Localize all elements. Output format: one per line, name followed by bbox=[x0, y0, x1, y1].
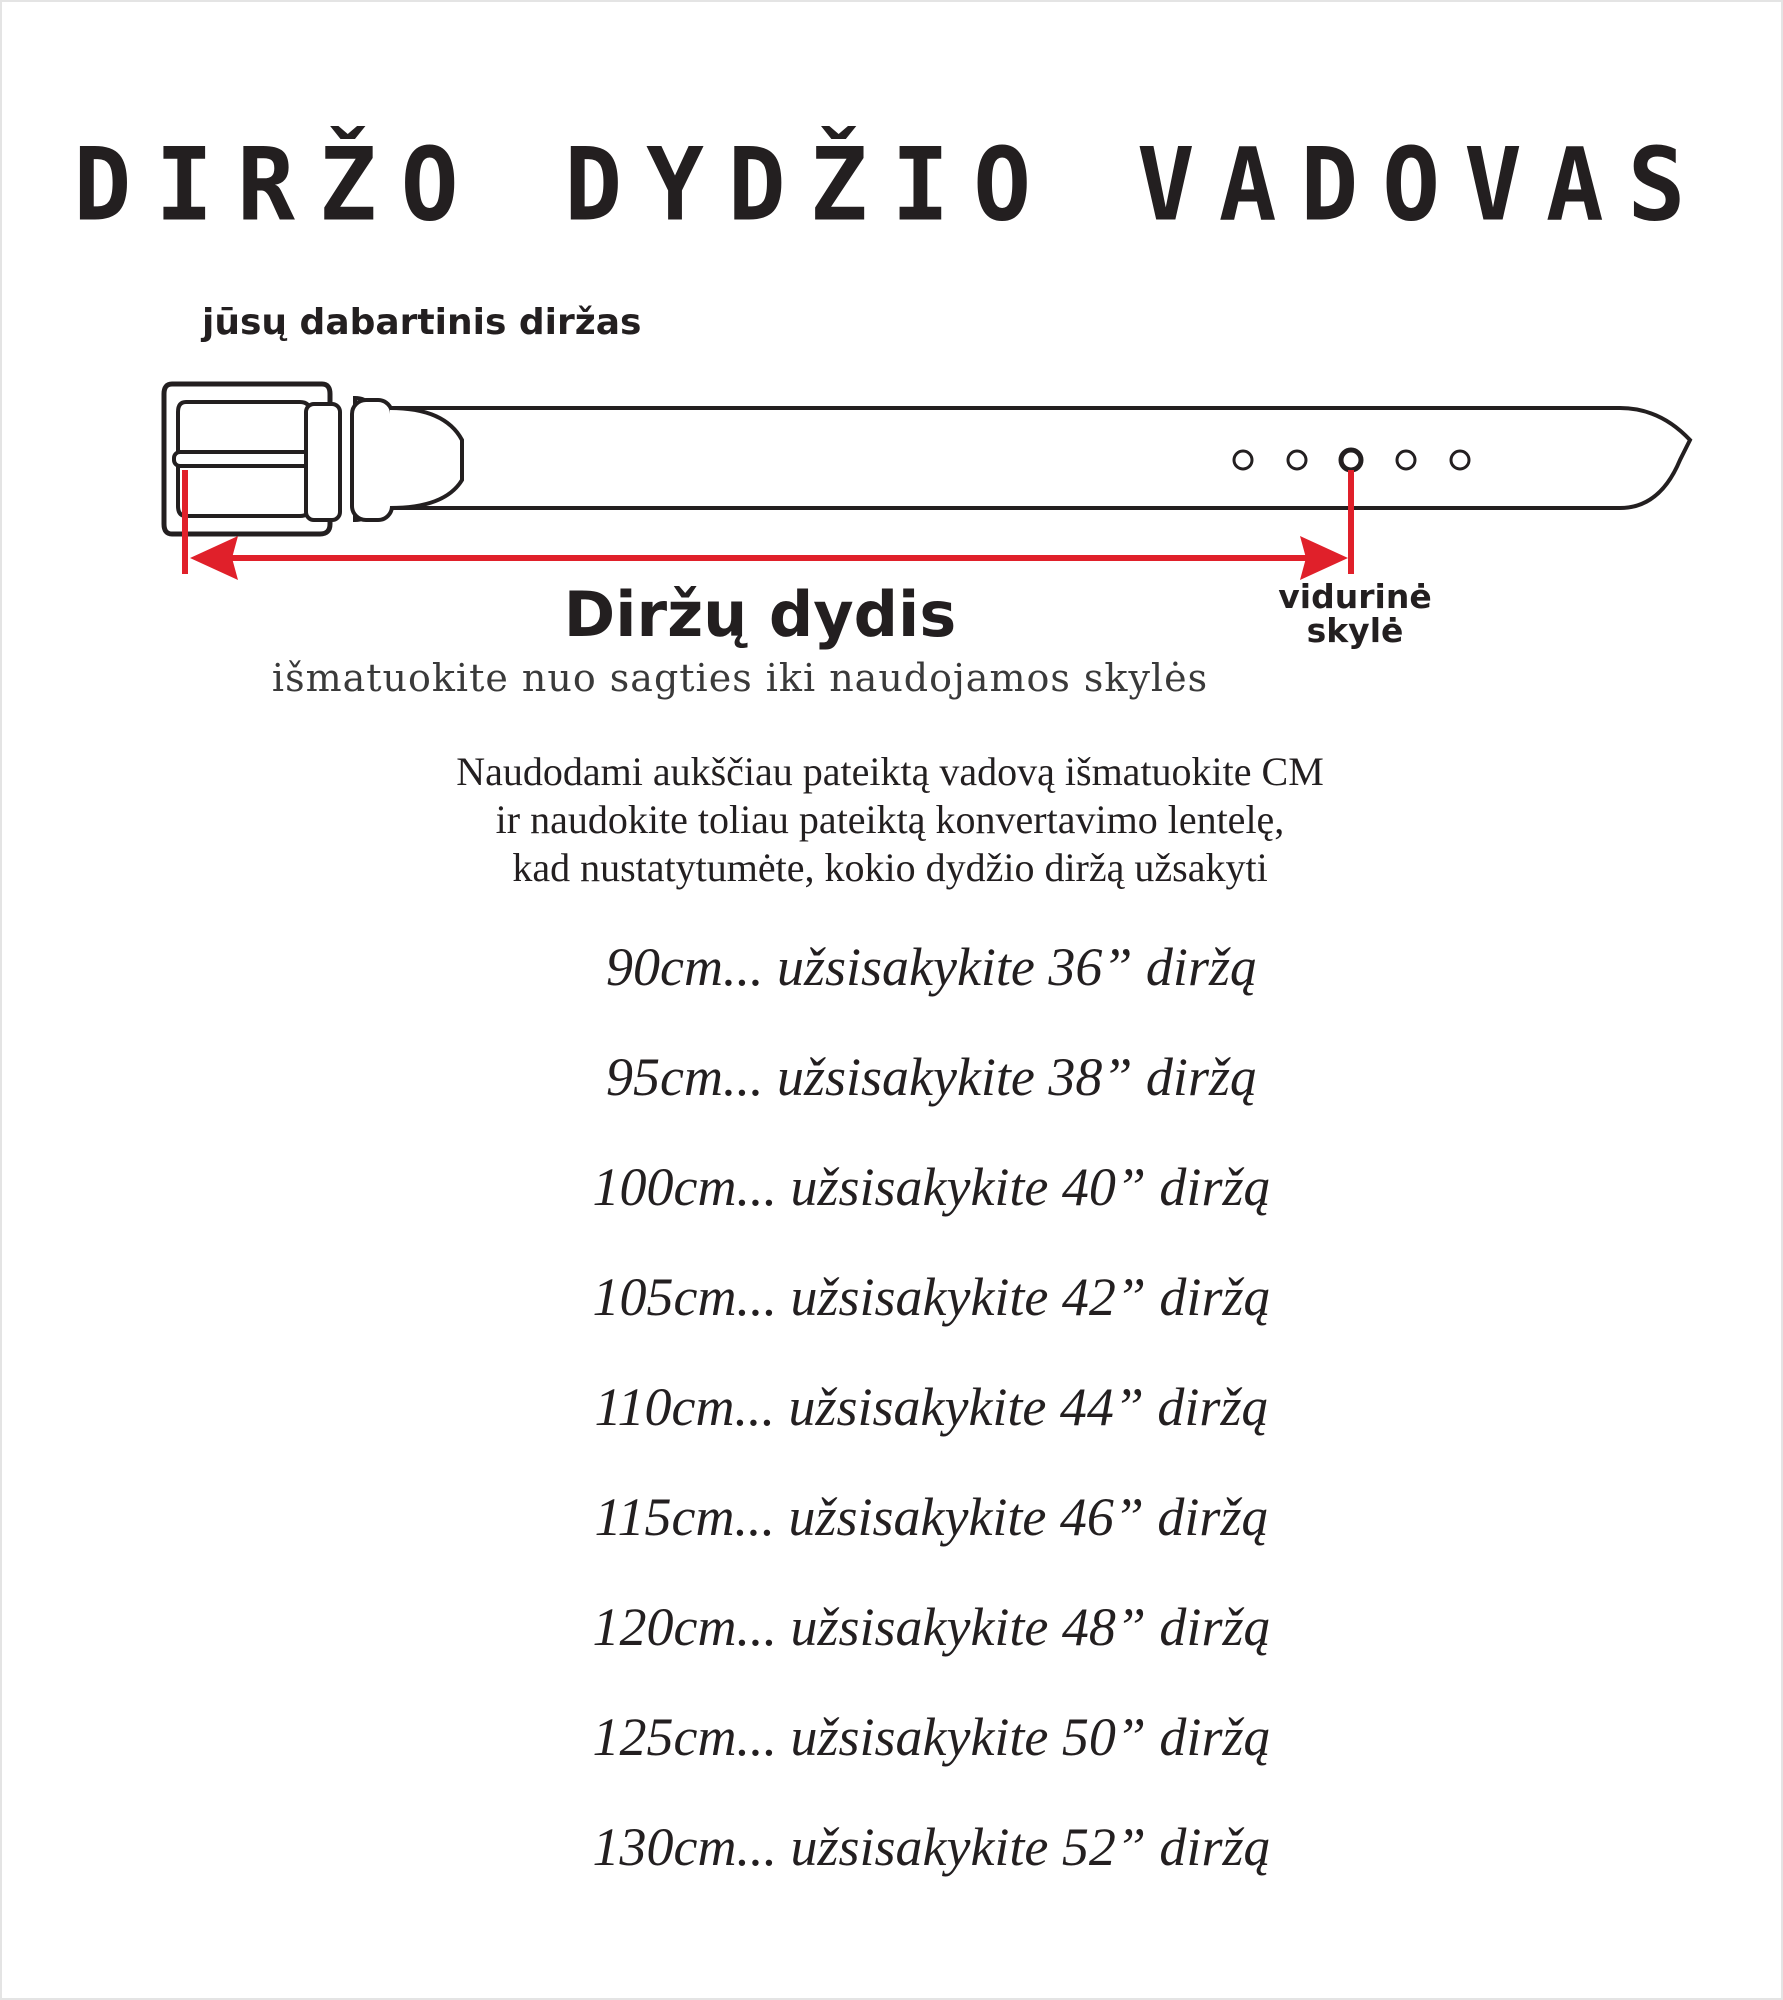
page-title: DIRŽO DYDŽIO VADOVAS bbox=[73, 126, 1710, 244]
size-row: 95cm... užsisakykite 38” diržą bbox=[606, 1047, 1257, 1107]
belt-hole bbox=[1288, 451, 1306, 469]
belt-label: jūsų dabartinis diržas bbox=[202, 302, 642, 343]
instructions-line: ir naudokite toliau pateiktą konvertavimo lentelę, bbox=[495, 797, 1285, 842]
belt-hole bbox=[1397, 451, 1415, 469]
middle-hole-label-line1: vidurinė bbox=[1278, 577, 1432, 616]
instructions bbox=[300, 748, 1480, 892]
size-row: 100cm... užsisakykite 40” diržą bbox=[592, 1157, 1271, 1217]
size-row: 125cm... užsisakykite 50” diržą bbox=[592, 1707, 1271, 1767]
arrow-head-right bbox=[1300, 536, 1348, 580]
belt-hole bbox=[1234, 451, 1252, 469]
instructions-line: Naudodami aukščiau pateiktą vadovą išmatuokite CM bbox=[456, 749, 1324, 794]
size-row: 130cm... užsisakykite 52” diržą bbox=[592, 1817, 1271, 1877]
belt-diagram bbox=[0, 360, 1783, 590]
belt-strap bbox=[390, 408, 1690, 508]
middle-hole-label bbox=[1270, 577, 1440, 650]
size-row: 90cm... užsisakykite 36” diržą bbox=[606, 937, 1257, 997]
size-row: 110cm... užsisakykite 44” diržą bbox=[594, 1377, 1269, 1437]
belt-hole-middle bbox=[1341, 450, 1361, 470]
size-conversion-table bbox=[0, 932, 1783, 1922]
size-row: 120cm... užsisakykite 48” diržą bbox=[592, 1597, 1271, 1657]
buckle-bar bbox=[306, 404, 340, 520]
instructions-line: kad nustatytumėte, kokio dydžio diržą užsakyti bbox=[512, 845, 1268, 890]
middle-hole-label-line2: skylė bbox=[1306, 611, 1404, 650]
size-row: 105cm... užsisakykite 42” diržą bbox=[592, 1267, 1271, 1327]
size-subtitle: išmatuokite nuo sagties iki naudojamos skylės bbox=[271, 656, 1209, 700]
belt-loop bbox=[352, 400, 392, 520]
size-title: Diržų dydis bbox=[563, 578, 957, 651]
belt-hole bbox=[1451, 451, 1469, 469]
arrow-head-left bbox=[190, 536, 238, 580]
size-row: 115cm... užsisakykite 46” diržą bbox=[594, 1487, 1269, 1547]
